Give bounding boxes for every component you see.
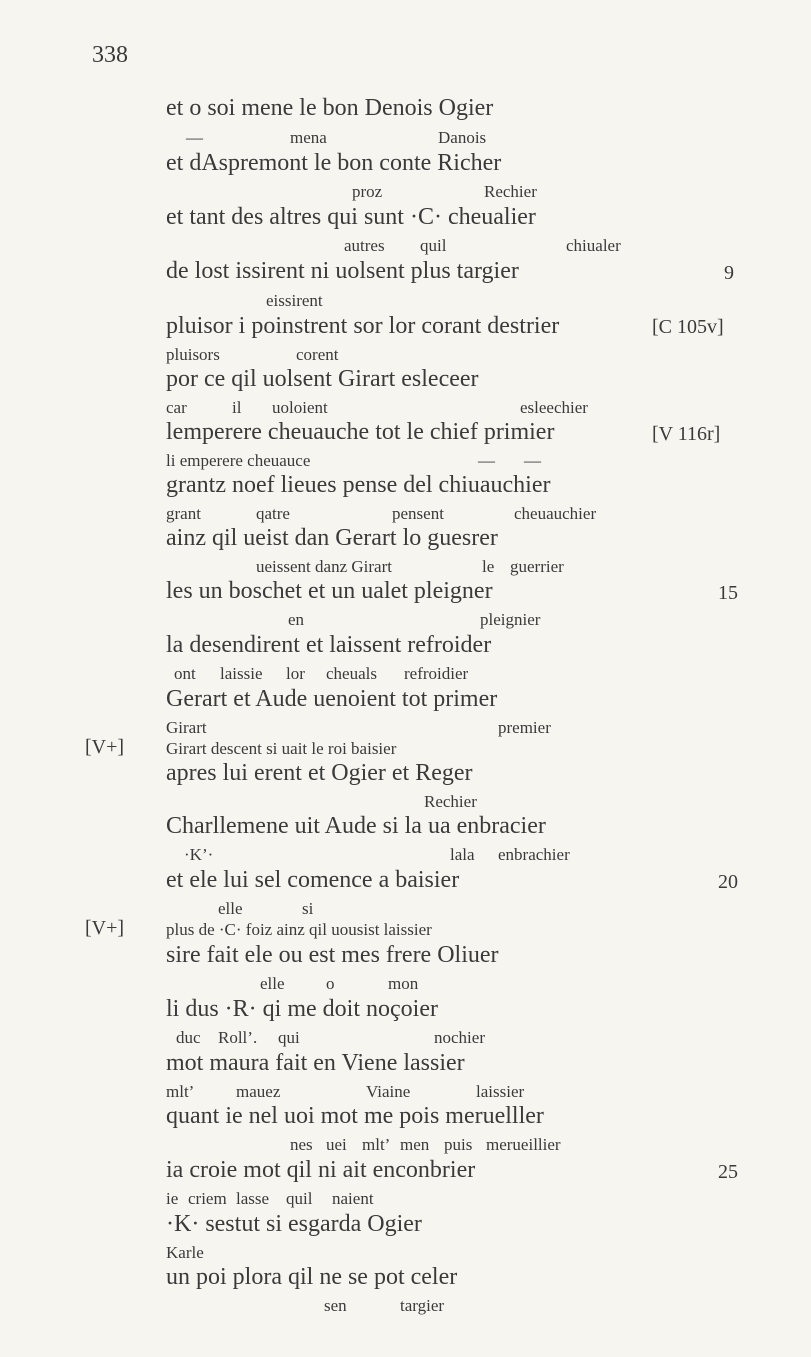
verse-line-small: plus de ·C· foiz ainz qil uousist laissier (166, 920, 432, 939)
variant: ·K’· (184, 845, 214, 864)
variant: esleechier (520, 398, 588, 417)
line-number: 9 (724, 262, 734, 284)
verse-line: Gerart et Aude uenoient tot primer (166, 686, 498, 712)
verse-line: por ce qil uolsent Girart esleceer (166, 366, 479, 392)
verse-line: et tant des altres qui sunt ·C· cheualier (166, 204, 536, 230)
line-number: 25 (718, 1161, 738, 1183)
variant: mena (290, 128, 327, 147)
variant: premier (498, 718, 551, 737)
variant: — (478, 451, 495, 470)
page-number: 338 (92, 42, 128, 68)
verse-line: li dus ·R· qi me doit noçoier (166, 996, 438, 1022)
variant: elle (218, 899, 243, 918)
variant: sen (324, 1296, 347, 1315)
verse-line: ainz qil ueist dan Gerart lo guesrer (166, 525, 498, 551)
variant: lasse (236, 1189, 270, 1208)
variant: en (288, 610, 305, 629)
variant: autres (344, 236, 385, 255)
variant: uei (326, 1135, 347, 1154)
verse-line: et dAspremont le bon conte Richer (166, 150, 502, 176)
variant: grant (166, 504, 201, 523)
variant: guerrier (510, 557, 564, 576)
verse-line: sire fait ele ou est mes frere Oliuer (166, 942, 499, 968)
verse-line: la desendirent et laissent refroider (166, 632, 492, 658)
variant: Danois (438, 128, 487, 147)
variant: ie (166, 1189, 179, 1208)
verse-line: ·K· sestut si esgarda Ogier (166, 1211, 422, 1237)
variant: lor (286, 664, 305, 683)
variant: Roll’. (218, 1028, 258, 1047)
variant: — (524, 451, 541, 470)
variant: laissie (220, 664, 263, 683)
variant: qatre (256, 504, 290, 523)
variant: cheuauchier (514, 504, 597, 523)
variant: si (302, 899, 314, 918)
variant: Rechier (424, 792, 477, 811)
verse-line-small: Girart descent si uait le roi baisier (166, 739, 397, 758)
variant: chiualer (566, 236, 621, 255)
variant: duc (176, 1028, 201, 1047)
variant: pensent (392, 504, 444, 523)
variant: Karle (166, 1243, 204, 1262)
verse-line: pluisor i poinstrent sor lor corant destrier (166, 313, 560, 339)
variant: qui (278, 1028, 300, 1047)
verse-line: grantz noef lieues pense del chiuauchier (166, 472, 551, 498)
variant: enbrachier (498, 845, 570, 864)
variant: merueillier (486, 1135, 561, 1154)
variant: — (186, 128, 203, 147)
variant: pluisors (166, 345, 220, 364)
variant: Girart (166, 718, 207, 737)
variant: mlt’ (166, 1082, 195, 1101)
verse-line: un poi plora qil ne se pot celer (166, 1264, 458, 1290)
variant: il (232, 398, 242, 417)
variant: men (400, 1135, 430, 1154)
line-number: 20 (718, 871, 738, 893)
variant: ueissent danz Girart (256, 557, 392, 576)
verse-line: apres lui erent et Ogier et Reger (166, 760, 473, 786)
variant: pleignier (480, 610, 541, 629)
verse-line: quant ie nel uoi mot me pois meruelller (166, 1103, 544, 1129)
variant: o (326, 974, 335, 993)
variant: car (166, 398, 187, 417)
verse-line: lemperere cheuauche tot le chief primier (166, 419, 555, 445)
margin-siglum: [V+] (85, 736, 125, 758)
variant: criem (188, 1189, 227, 1208)
variant: targier (400, 1296, 445, 1315)
variant: laissier (476, 1082, 525, 1101)
line-number: 15 (718, 582, 738, 604)
variant: le (482, 557, 495, 576)
variant: cheuals (326, 664, 377, 683)
variant: ont (174, 664, 196, 683)
variant: corent (296, 345, 339, 364)
variant: puis (444, 1135, 473, 1154)
verse-line: ia croie mot qil ni ait enconbrier (166, 1157, 476, 1183)
verse-line: mot maura fait en Viene lassier (166, 1050, 465, 1076)
variant: elle (260, 974, 285, 993)
variant: mauez (236, 1082, 281, 1101)
variant: nes (290, 1135, 313, 1154)
folio-reference: [C 105v] (652, 316, 724, 338)
verse-line: et ele lui sel comence a baisier (166, 867, 460, 893)
variant: refroidier (404, 664, 469, 683)
variant: eissirent (266, 291, 323, 310)
margin-siglum: [V+] (85, 917, 125, 939)
verse-line: et o soi mene le bon Denois Ogier (166, 95, 494, 121)
variant: quil (420, 236, 447, 255)
variant: nochier (434, 1028, 485, 1047)
variant: quil (286, 1189, 313, 1208)
variant: mon (388, 974, 419, 993)
variant: mlt’ (362, 1135, 391, 1154)
folio-reference: [V 116r] (652, 423, 721, 445)
verse-line: Charllemene uit Aude si la ua enbracier (166, 813, 546, 839)
variant: proz (352, 182, 383, 201)
variant: uoloient (272, 398, 328, 417)
variant: Viaine (366, 1082, 411, 1101)
verse-line: les un boschet et un ualet pleigner (166, 578, 493, 604)
variant: lala (450, 845, 475, 864)
variant: naient (332, 1189, 374, 1208)
variant: Rechier (484, 182, 537, 201)
verse-line: de lost issirent ni uolsent plus targier (166, 258, 519, 284)
variant: li emperere cheuauce (166, 451, 311, 470)
